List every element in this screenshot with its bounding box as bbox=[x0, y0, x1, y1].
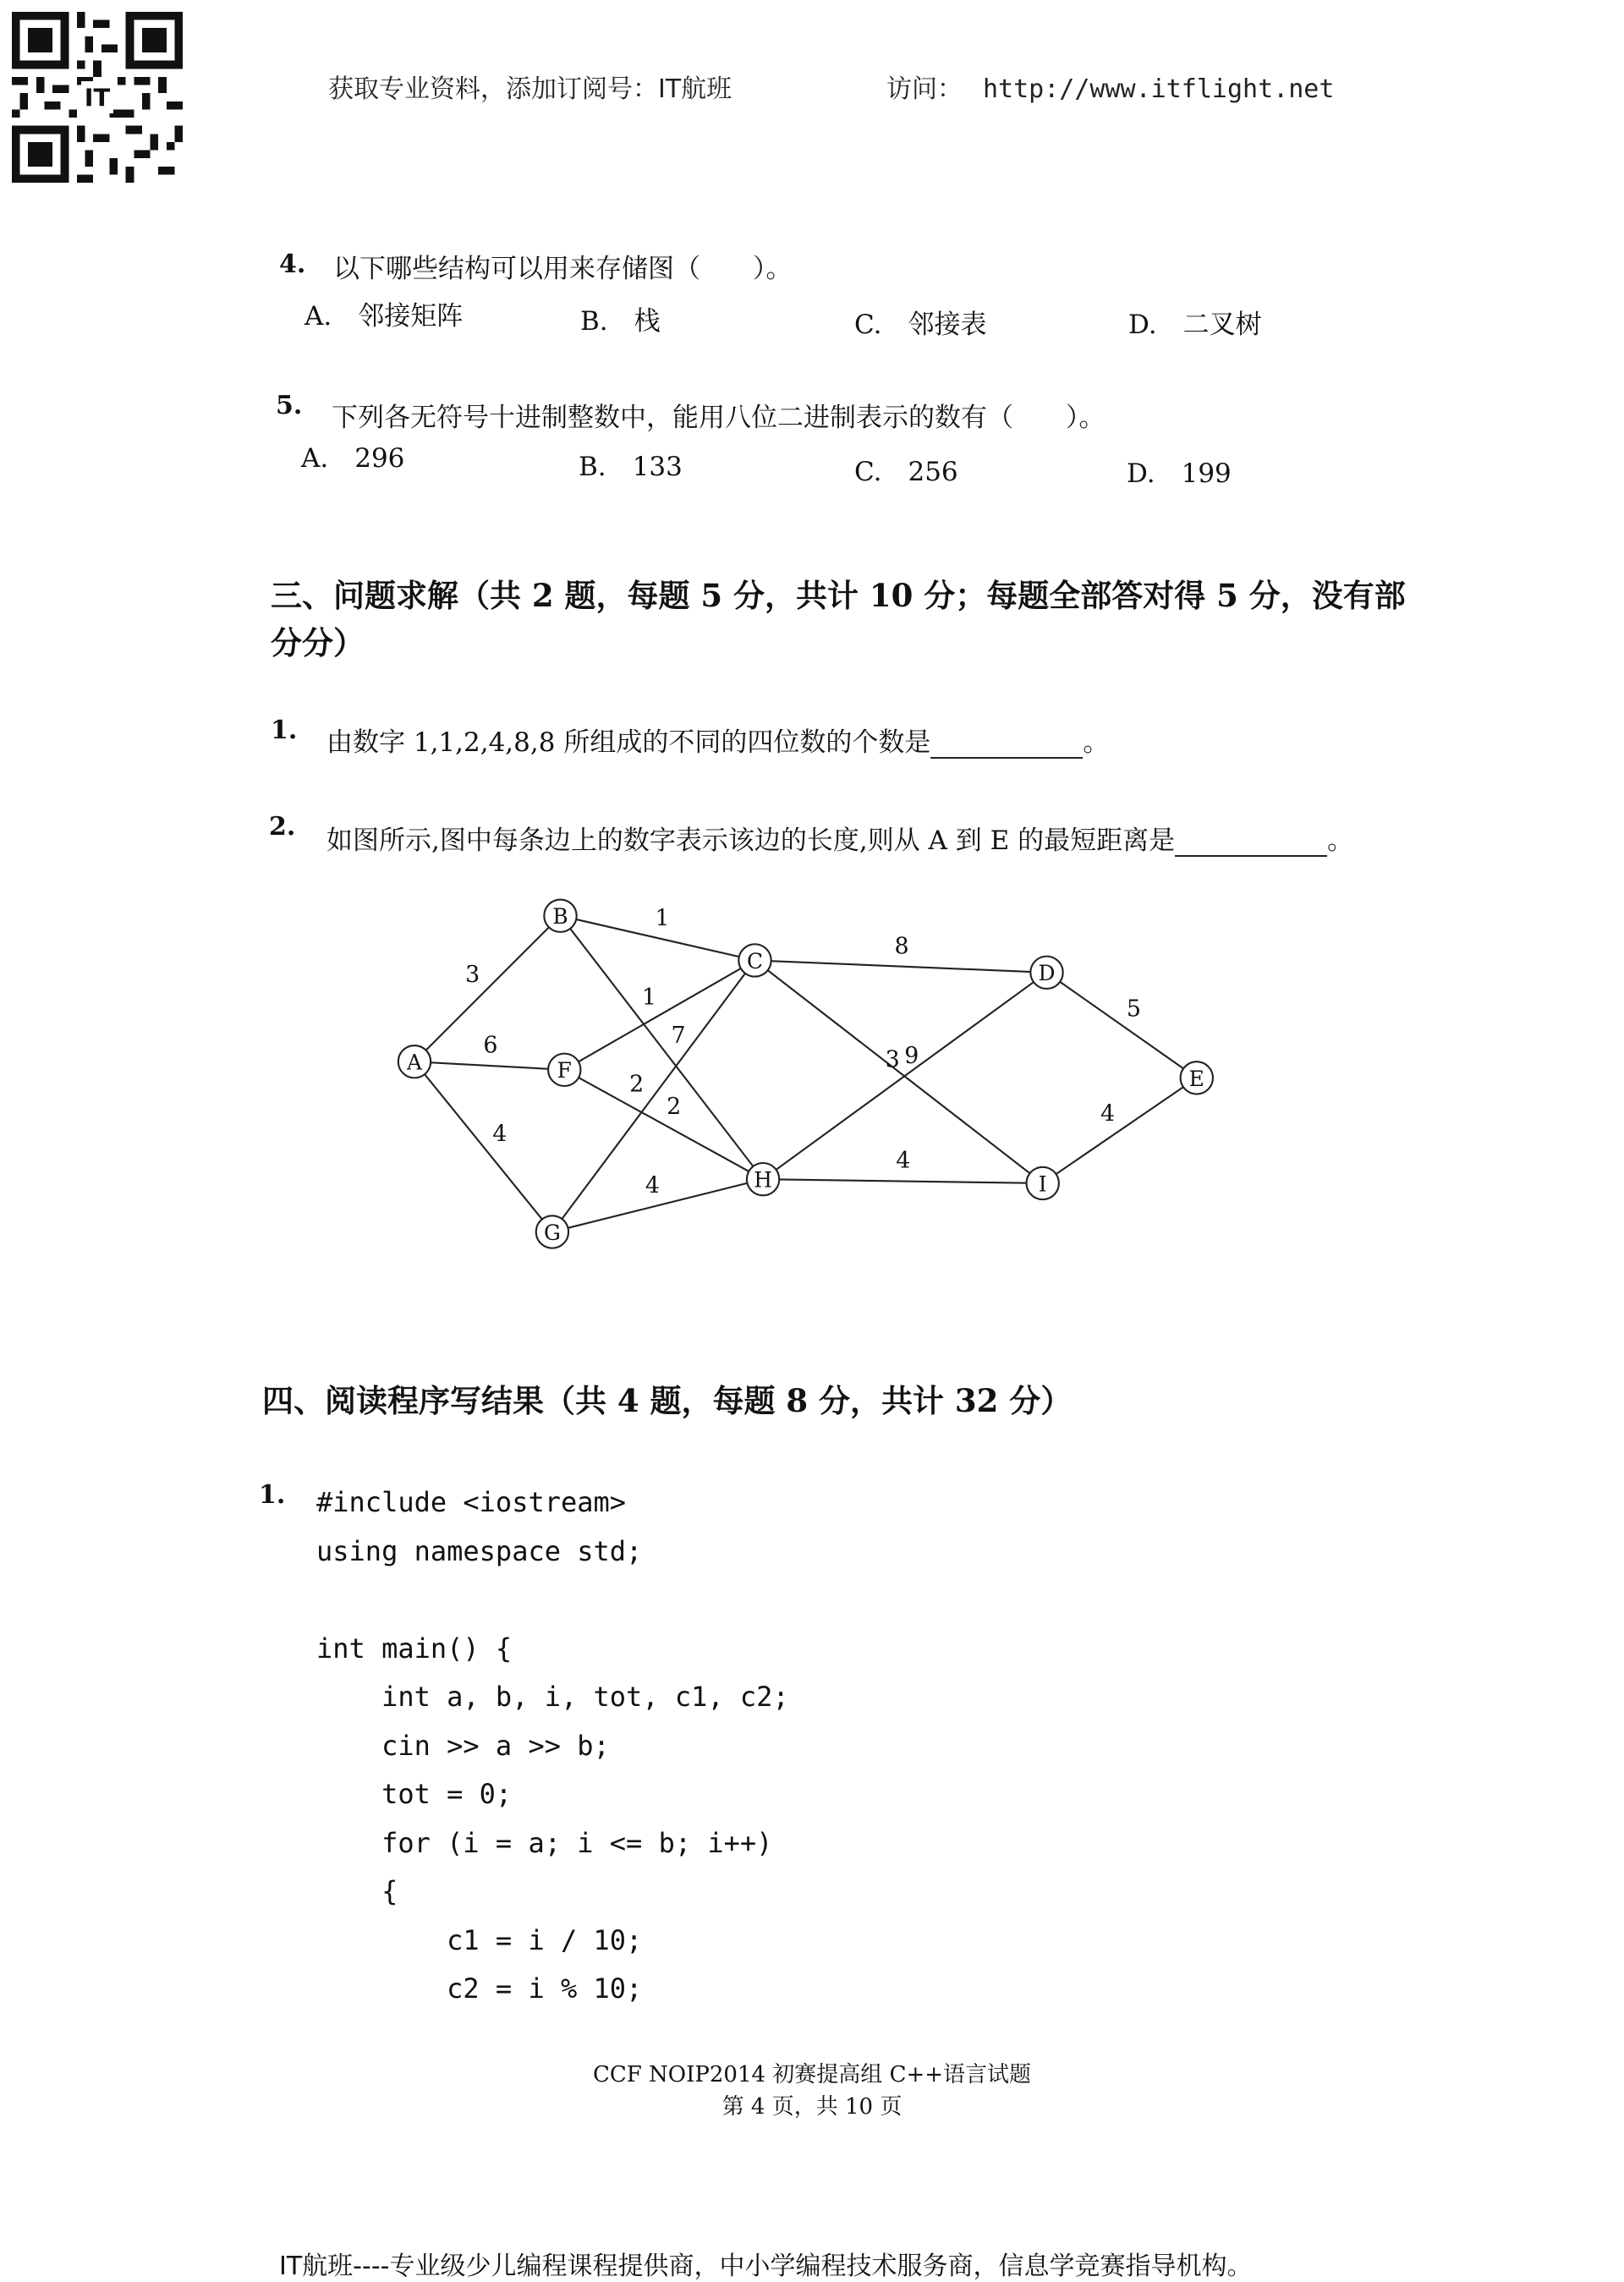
edge-C-D bbox=[755, 960, 1047, 972]
header-subscribe-text: 获取专业资料，添加订阅号：IT航班 bbox=[328, 74, 732, 104]
edge-F-C bbox=[564, 960, 754, 1069]
q5-option-d: D. 199 bbox=[1127, 458, 1232, 489]
header-url-link[interactable]: http://www.itflight.net bbox=[983, 74, 1335, 104]
edge-D-E bbox=[1047, 973, 1197, 1078]
edge-weight-F-H: 2 bbox=[667, 1094, 682, 1121]
edge-weight-G-C: 2 bbox=[629, 1071, 645, 1098]
node-label-F: F bbox=[557, 1058, 572, 1083]
node-label-G: G bbox=[543, 1220, 561, 1245]
node-label-H: H bbox=[754, 1167, 772, 1193]
graph-diagram bbox=[372, 871, 1235, 1260]
p2-number: 2. bbox=[269, 812, 296, 842]
edge-weight-A-G: 4 bbox=[492, 1121, 508, 1148]
edge-I-E bbox=[1043, 1078, 1197, 1183]
node-label-C: C bbox=[746, 948, 764, 974]
footer-page-number: 第 4 页，共 10 页 bbox=[721, 2094, 903, 2120]
node-label-B: B bbox=[552, 904, 568, 930]
q5-text: 下列各无符号十进制整数中，能用八位二进制表示的数有（ ）。 bbox=[332, 403, 1106, 433]
p1-line bbox=[326, 721, 1109, 759]
footer-exam-title: CCF NOIP2014 初赛提高组 C++语言试题 bbox=[592, 2062, 1032, 2087]
edge-A-G bbox=[414, 1061, 552, 1232]
edge-weight-A-B: 3 bbox=[465, 961, 480, 988]
edge-weight-F-C: 1 bbox=[641, 985, 657, 1012]
edge-H-I bbox=[763, 1179, 1043, 1183]
q5-number: 5. bbox=[276, 391, 303, 420]
header-visit-label: 访问： bbox=[886, 74, 963, 104]
graph-nodes bbox=[398, 900, 1213, 1248]
svg-text:IT: IT bbox=[84, 83, 111, 112]
graph-edges bbox=[414, 905, 1197, 1232]
edge-A-F bbox=[414, 1061, 564, 1070]
node-label-A: A bbox=[407, 1050, 422, 1075]
edge-weight-H-D: 3 bbox=[885, 1046, 900, 1073]
prog1-code: #include <iostream> using namespace std; int main() { int a, b, i, tot, c1, c2; cin >> a >> b; tot = 0; for (i = a; i <= b; i++) { c1 = i / 10; c2 = i % 10; bbox=[316, 1486, 789, 2005]
p1-text: 由数字 1,1,2,4,8,8 所组成的不同的四位数的个数是 bbox=[326, 727, 931, 758]
section4-title: 四、阅读程序写结果（共 4 题，每题 8 分，共计 32 分） bbox=[262, 1382, 1073, 1419]
p2-answer-blank[interactable] bbox=[1175, 830, 1327, 857]
q4-option-d: D. 二叉树 bbox=[1128, 310, 1262, 340]
q4-text: 以下哪些结构可以用来存储图（ ）。 bbox=[333, 254, 793, 284]
q5-option-b: B. 133 bbox=[579, 452, 683, 482]
section3-title bbox=[271, 572, 1406, 666]
edge-weight-H-I: 4 bbox=[896, 1148, 911, 1175]
header-visit bbox=[886, 68, 1334, 105]
node-label-D: D bbox=[1038, 961, 1056, 986]
edge-weight-I-E: 4 bbox=[1100, 1100, 1116, 1127]
edge-F-H bbox=[564, 1070, 763, 1179]
qr-code-image bbox=[12, 12, 183, 183]
section3-title-line2: 分分） bbox=[271, 624, 365, 661]
bottom-banner: IT航班----专业级少儿编程课程提供商，中小学编程技术服务商，信息学竞赛指导机构。 bbox=[279, 2252, 1253, 2281]
prog1-number: 1. bbox=[259, 1480, 286, 1510]
q4-option-c: C. 邻接表 bbox=[854, 310, 987, 340]
q5-option-a: A. 296 bbox=[301, 443, 405, 474]
edge-weight-B-H: 7 bbox=[671, 1022, 686, 1049]
edge-weight-C-I: 9 bbox=[904, 1043, 919, 1070]
p2-end: 。 bbox=[1327, 826, 1354, 856]
edge-weight-A-F: 6 bbox=[483, 1032, 498, 1059]
p2-line bbox=[326, 819, 1353, 857]
p1-answer-blank[interactable] bbox=[930, 732, 1083, 759]
q5-option-c: C. 256 bbox=[854, 457, 958, 487]
edge-weight-C-D: 8 bbox=[894, 933, 909, 960]
p1-number: 1. bbox=[271, 716, 298, 745]
node-label-E: E bbox=[1188, 1066, 1204, 1091]
edge-weight-D-E: 5 bbox=[1126, 996, 1142, 1023]
q4-number: 4. bbox=[279, 250, 306, 279]
edge-weight-G-H: 4 bbox=[645, 1172, 660, 1199]
node-label-I: I bbox=[1038, 1171, 1047, 1197]
q4-option-b: B. 栈 bbox=[580, 306, 661, 337]
q4-option-a: A. 邻接矩阵 bbox=[304, 301, 464, 332]
p1-end: 。 bbox=[1083, 727, 1110, 758]
edge-weight-B-C: 1 bbox=[655, 905, 670, 932]
section3-title-line1: 三、问题求解（共 2 题，每题 5 分，共计 10 分；每题全部答对得 5 分，没有部 bbox=[271, 577, 1406, 614]
p2-text: 如图所示,图中每条边上的数字表示该边的长度,则从 A 到 E 的最短距离是 bbox=[326, 826, 1176, 856]
